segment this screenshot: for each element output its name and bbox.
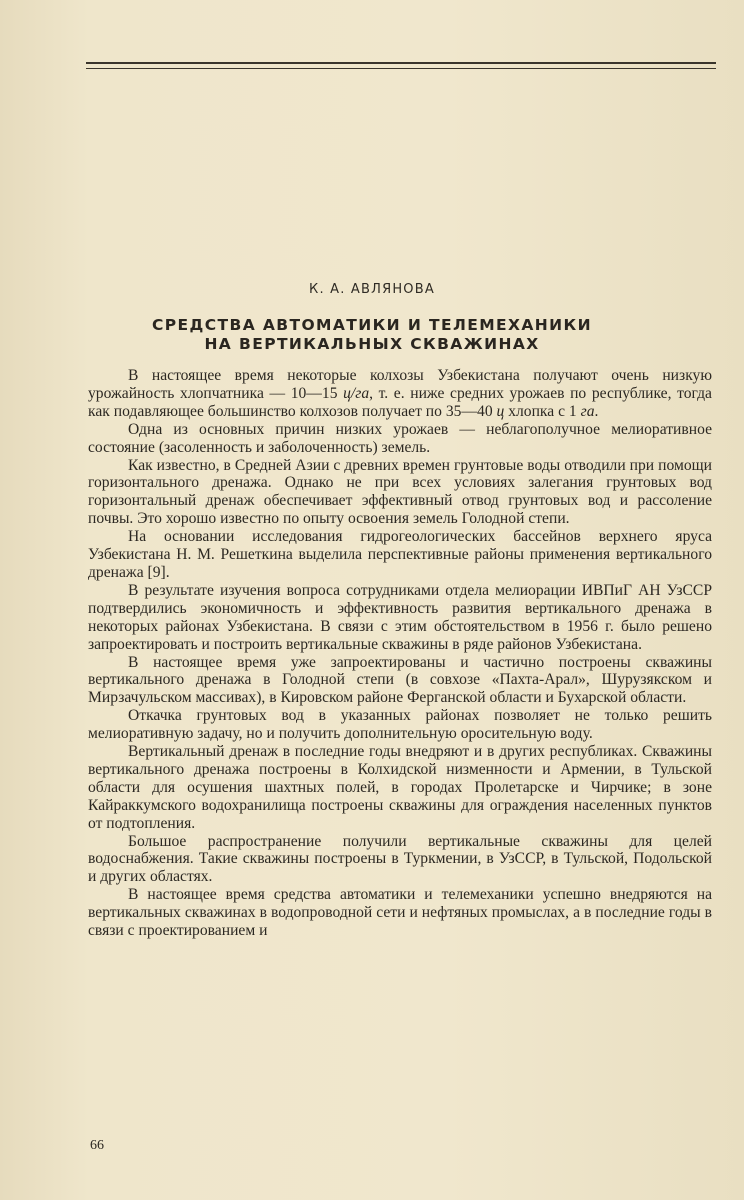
paragraph-1-text-c: хлопка с 1 [504,402,581,420]
article-title [0,316,744,354]
unit-hectare: га [580,402,595,420]
paragraph-6: В настоящее время уже запроектированы и частично построены скважины вертикального дренажа в Голодной степи (в совхозе «Пахта-Арал», Шурузякском и Мирзачульском массивах), в Кировском районе Ферганской области и Бухарской области. [88,653,712,707]
unit-centner: ц [496,402,505,420]
paragraph-1-text-d: . [594,402,599,420]
article-title-line-2: НА ВЕРТИКАЛЬНЫХ СКВАЖИНАХ [204,335,540,353]
paragraph-1 [88,367,712,421]
page-number: 66 [90,1138,104,1153]
header-rule-thick [86,62,716,64]
paragraph-8: Вертикальный дренаж в последние годы внедряют и в других республиках. Скважины вертикального дренажа построены в Колхидской низменности и Армении, в Тульской области для осушения шахтных полей, в городах Пролетарске и Чирчике; в зоне Кайраккумского водохранилища построены скважины для ограждения населенных пунктов от подтопления. [88,743,712,832]
unit-centner-per-hectare: ц/га [343,384,370,402]
paragraph-1-text-b: , т. е. ниже средних урожаев по республике, тогда как подавляющее большинство колхозов получает по 35—40 [88,384,712,420]
article-author: К. А. АВЛЯНОВА [309,282,435,297]
article-title-line-1: СРЕДСТВА АВТОМАТИКИ И ТЕЛЕМЕХАНИКИ [152,316,592,334]
header-rule-thin [86,68,716,69]
paragraph-5: В результате изучения вопроса сотрудниками отдела мелиорации ИВПиГ АН УзССР подтвердились экономичность и эффективность развития вертикального дренажа в некоторых районах Узбекистана. В связи с этим обстоятельством в 1956 г. было решено запроектировать и построить вертикальные скважины в ряде районов Узбекистана. [88,581,712,653]
paragraph-2: Одна из основных причин низких урожаев — неблагополучное мелиоративное состояние (засоленность и заболоченность) земель. [88,420,712,456]
article-body [88,367,712,940]
paragraph-3: Как известно, в Средней Азии с древних времен грунтовые воды отводили при помощи горизонтального дренажа. Однако не при всех условиях залегания грунтовых вод горизонтальный дренаж обеспечивает эффективный отвод грунтовых вод и рассоление почвы. Это хорошо известно по опыту освоения земель Голодной степи. [88,456,712,528]
paragraph-9: Большое распространение получили вертикальные скважины для целей водоснабжения. Такие скважины построены в Туркмении, в УзССР, в Тульской, Подольской и других областях. [88,832,712,886]
paragraph-1-text-a: В настоящее время некоторые колхозы Узбекистана получают очень низкую урожайность хлопчатника — 10—15 [88,367,712,402]
paragraph-10: В настоящее время средства автоматики и телемеханики успешно внедряются на вертикальных скважинах в водопроводной сети и нефтяных промыслах, а в последние годы в связи с проектированием и [88,886,712,940]
paragraph-4: На основании исследования гидрогеологических бассейнов верхнего яруса Узбекистана Н. М. Решеткина выделила перспективные районы применения вертикального дренажа [9]. [88,528,712,581]
paragraph-7: Откачка грунтовых вод в указанных районах позволяет не только решить мелиоративную задачу, но и получить дополнительную оросительную воду. [88,707,712,743]
